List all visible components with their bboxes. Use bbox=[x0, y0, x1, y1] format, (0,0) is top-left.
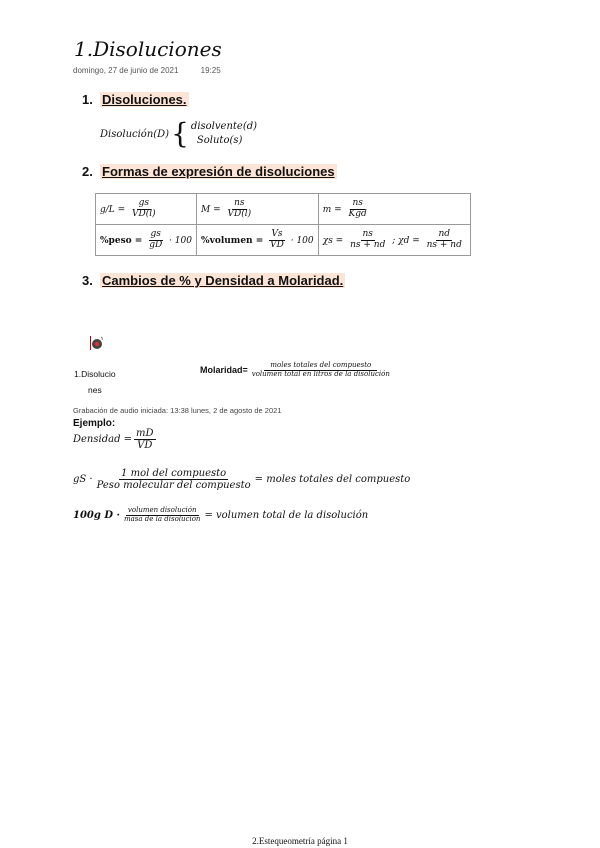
page-metadata bbox=[73, 66, 221, 75]
table-cell: χs = $\frac{ns}{ns + nd}$ ; χd = $\frac{nd}{ns + nd}$ bbox=[318, 225, 470, 256]
molaridad-equation bbox=[200, 362, 394, 378]
section-heading-2 bbox=[82, 164, 337, 179]
section-title: Disoluciones. bbox=[102, 92, 187, 107]
table-row bbox=[96, 225, 471, 256]
disolucion-equation bbox=[100, 117, 258, 150]
molaridad-label: Molaridad= bbox=[200, 365, 248, 376]
section-number: 1. bbox=[82, 92, 93, 107]
section-title: Formas de expresión de disoluciones bbox=[102, 164, 335, 179]
formulas-table bbox=[95, 193, 471, 256]
table-cell: m = $\frac{ns}{\text{Kgd}}$ bbox=[318, 194, 470, 225]
section-heading-3 bbox=[82, 273, 345, 288]
table-cell: M = $\frac{ns}{VD(l)}$ bbox=[197, 194, 319, 225]
audio-attachment-icon[interactable] bbox=[90, 335, 104, 349]
ejemplo-label: Ejemplo: bbox=[73, 418, 116, 429]
page-date: domingo, 27 de junio de 2021 bbox=[73, 66, 179, 75]
section-heading-1 bbox=[82, 92, 189, 107]
densidad-equation: Densidad = $\frac{mD}{VD}$ bbox=[73, 428, 154, 451]
molaridad-den: volumen total en litros de la disolución bbox=[251, 369, 390, 378]
molaridad-num: moles totales del compuesto bbox=[264, 362, 377, 371]
disolucion-item: disolvente(d) bbox=[190, 121, 258, 132]
section-number: 3. bbox=[82, 273, 93, 288]
table-row bbox=[96, 194, 471, 225]
section-title: Cambios de % y Densidad a Molaridad. bbox=[102, 273, 344, 288]
section-number: 2. bbox=[82, 164, 93, 179]
disolucion-item: Soluto(s) bbox=[196, 135, 243, 146]
attachment-label[interactable]: 1.Disolucio nes bbox=[74, 369, 116, 395]
volumen-equation: 100g D · $\frac{\text{volumen disolución}}{\text{masa de la disolución}}$ = volumen total de la disolución bbox=[73, 506, 369, 523]
audio-note: Grabación de audio iniciada: 13:38 lunes, 2 de agosto de 2021 bbox=[73, 406, 282, 415]
table-cell: g/L = $\frac{gs}{VD(l)}$ bbox=[96, 194, 197, 225]
disolucion-lhs: Disolución(D) bbox=[100, 128, 170, 140]
page-title: 1.Disoluciones bbox=[74, 37, 222, 61]
page-time: 19:25 bbox=[200, 66, 221, 75]
brace: { bbox=[171, 117, 189, 150]
table-cell: %peso = $\frac{gs}{gD}$ · 100 bbox=[96, 225, 197, 256]
page-footer: 2.Estequeometría página 1 bbox=[252, 836, 348, 846]
table-cell: %volumen = $\frac{Vs}{VD}$ · 100 bbox=[197, 225, 319, 256]
moles-equation: gS · $\frac{\text{1 mol del compuesto}}{\text{Peso molecular del compuesto}}$ = moles totales del compuesto bbox=[73, 468, 411, 491]
